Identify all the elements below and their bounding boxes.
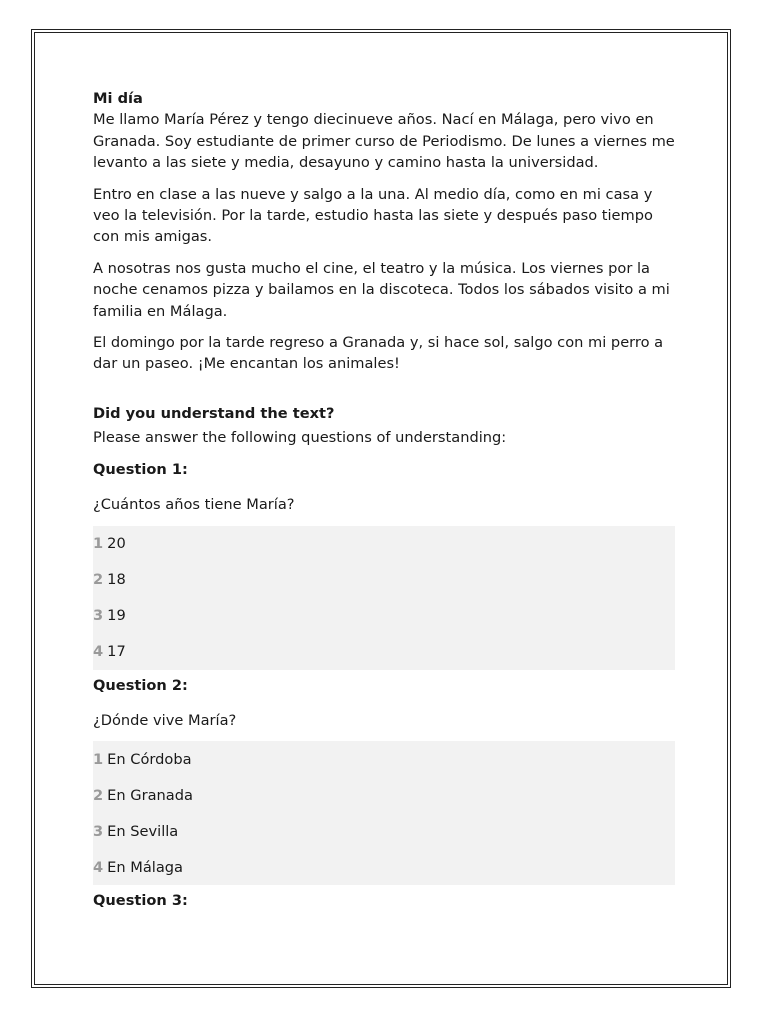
question-label: Question 2:	[93, 676, 188, 694]
option-number: 4	[93, 858, 104, 876]
option-number: 3	[93, 606, 104, 624]
question-label: Question 3:	[93, 892, 188, 910]
question-text: ¿Dónde vive María?	[93, 711, 237, 729]
option-text: En Córdoba	[107, 750, 192, 768]
option-text: 17	[107, 642, 126, 660]
option-text: En Málaga	[107, 858, 184, 876]
option-number: 1	[93, 534, 104, 552]
option-number: 3	[93, 822, 104, 840]
comprehension-heading: Did you understand the text?	[93, 404, 335, 422]
answer-options	[93, 741, 675, 885]
answer-option[interactable]	[93, 562, 675, 598]
option-text: En Sevilla	[107, 822, 179, 840]
document-content	[93, 88, 683, 926]
question-label: Question 1:	[93, 460, 188, 478]
option-number: 1	[93, 750, 104, 768]
reading-paragraph: Me llamo María Pérez y tengo diecinueve años. Nací en Málaga, pero vivo en Granada. Soy estudiante de primer curso de Periodismo. De lunes a viernes me levanto a las siete y media, desayuno y camino hasta la universidad.	[93, 111, 675, 172]
answer-option[interactable]	[93, 777, 675, 813]
answer-option[interactable]	[93, 526, 675, 562]
reading-title: Mi día	[93, 90, 143, 107]
option-text: 19	[107, 606, 126, 624]
answer-option[interactable]	[93, 598, 675, 634]
option-number: 2	[93, 786, 104, 804]
question-text: ¿Cuántos años tiene María?	[93, 496, 295, 514]
option-text: En Granada	[107, 786, 193, 804]
option-number: 4	[93, 642, 104, 660]
answer-options	[93, 526, 675, 670]
answer-option[interactable]	[93, 741, 675, 777]
reading-paragraph: A nosotras nos gusta mucho el cine, el teatro y la música. Los viernes por la noche cenamos pizza y bailamos en la discoteca. Todos los sábados visito a mi familia en Málaga.	[93, 259, 670, 320]
reading-paragraph: Entro en clase a las nueve y salgo a la una. Al medio día, como en mi casa y veo la televisión. Por la tarde, estudio hasta las siete y después paso tiempo con mis amigas.	[93, 185, 653, 246]
option-number: 2	[93, 570, 104, 588]
option-text: 20	[107, 534, 126, 552]
option-text: 18	[107, 570, 126, 588]
comprehension-instructions: Please answer the following questions of understanding:	[93, 429, 507, 447]
answer-option[interactable]	[93, 634, 675, 670]
answer-option[interactable]	[93, 849, 675, 885]
reading-paragraph: El domingo por la tarde regreso a Granada y, si hace sol, salgo con mi perro a dar un paseo. ¡Me encantan los animales!	[93, 334, 664, 373]
answer-option[interactable]	[93, 813, 675, 849]
